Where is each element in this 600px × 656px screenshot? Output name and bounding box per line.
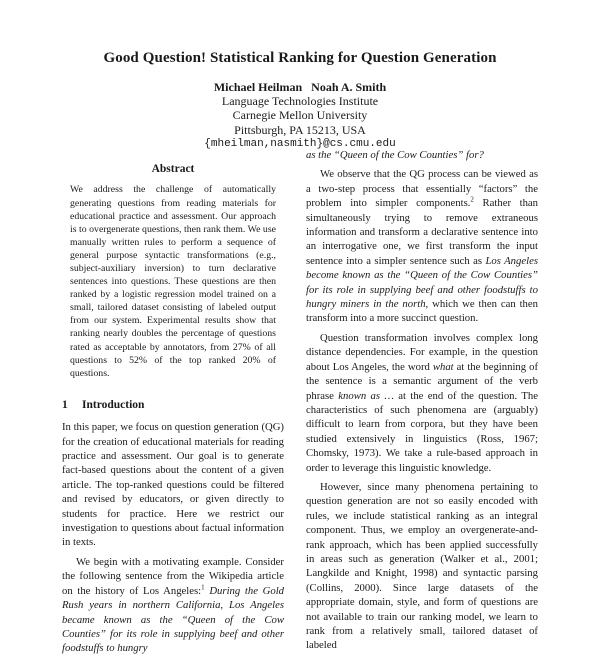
right-paragraph-1-text-b: Rather than simultaneously trying to remove extraneous information and transform a declarative sentence into an interrogative one, we first transform the input sentence into a simpler sentence such as <box>306 197 539 267</box>
example-question-continued: as the “Queen of the Cow Counties” for? <box>306 149 484 161</box>
example-sentence: During the Gold Rush years in northern California, Los Angeles became known as the “Queen of the Cow Counties” for its role in supplying beef and other foodstuffs to hungry <box>62 584 285 655</box>
author-email: {mheilman,nasmith}@cs.cmu.edu <box>204 137 396 150</box>
simplified-sentence: Los Angeles become known as the “Queen of the Cow Counties” for its role in supplying beef and other foodstuffs to hungry miners in the north <box>306 254 538 311</box>
intro-paragraph-2-text: We begin with a motivating example. Consider the following sentence from the Wikipedia article on the history of Los Angeles: <box>62 555 284 597</box>
author-block <box>0 80 600 151</box>
abstract-heading: Abstract <box>151 163 195 175</box>
right-paragraph-1-text-a: We observe that the QG process can be viewed as a two-step process that essentially “factors” the problem into simpler components. <box>306 168 538 210</box>
left-column <box>62 162 284 656</box>
right-column <box>306 148 538 653</box>
right-paragraph-3: However, since many phenomena pertaining to question generation are not so easily encoded with rules, we include statistical ranking as an integral component. Thus, we employ an overgenerate-and-rank approach, which has been applied successfully in areas such as generation (Walker et al., 2001; Langkilde and Knight, 1998) and syntactic parsing (Collins, 2000). Since large datasets of the appropriate domain, style, and form of questions are not available to train our ranking model, we learn to rank from a relatively small, tailored dataset of labeled <box>306 480 538 652</box>
section-heading-introduction <box>62 398 284 412</box>
right-paragraph-2-text-c: at the end of the question. The characteristics of such phenomena are (arguably) difficult to learn from corpora, but they have been studied extensively in linguistics (Ross, 1967; Chomsky, 1973). We take a rule-based approach in order to leverage this linguistic knowledge. <box>306 389 538 474</box>
italic-known-as: known as … <box>338 389 394 402</box>
intro-paragraph-1: In this paper, we focus on question generation (QG) for the creation of educational materials for reading practice and assessment. Our goal is to generate fact-based questions about the content of a given article. The top-ranked questions could be filtered and revised by educators, or given directly to students for practice. Here we restrict our investigation to questions about factual information in texts. <box>62 421 284 549</box>
right-paragraph-1 <box>306 167 538 325</box>
abstract-text: We address the challenge of automatically generating questions from reading materials for educational practice and assessment. Our approach is to overgenerate questions, then rank them. We use manually written rules to perform a sequence of general purpose syntactic transformations (e.g., subject-auxiliary inversion) to turn declarative sentences into questions. These questions are then ranked by a logistic regression model trained on a small, tailored dataset consisting of labeled output from our system. Experimental results show that ranking nearly doubles the percentage of questions rated as acceptable by annotators, from 27% of all questions to 52% of the top ranked 20% of questions. <box>70 184 276 379</box>
right-paragraph-1-text-c: , which we then can then transform into a more succinct question. <box>306 298 538 325</box>
university: Carnegie Mellon University <box>232 108 368 123</box>
footnote-marker-1: 1 <box>201 583 205 592</box>
author-names: Michael Heilman Noah A. Smith <box>213 80 387 94</box>
right-paragraph-2-text-a: Question transformation involves complex long distance dependencies. For example, in the question about Los Angeles, the word <box>306 331 538 373</box>
italic-what: what <box>432 360 454 373</box>
right-paragraph-2 <box>306 331 538 475</box>
affiliation: Language Technologies Institute <box>221 94 379 109</box>
footnote-marker-2: 2 <box>470 195 474 204</box>
section-number: 1 <box>62 398 68 411</box>
paper-title: Good Question! Statistical Ranking for Question Generation <box>103 50 497 66</box>
address: Pittsburgh, PA 15213, USA <box>234 122 366 137</box>
section-title: Introduction <box>82 398 145 411</box>
intro-paragraph-2 <box>62 555 284 656</box>
right-paragraph-2-text-b: at the beginning of the sentence is a semantic argument of the verb phrase <box>306 360 539 402</box>
